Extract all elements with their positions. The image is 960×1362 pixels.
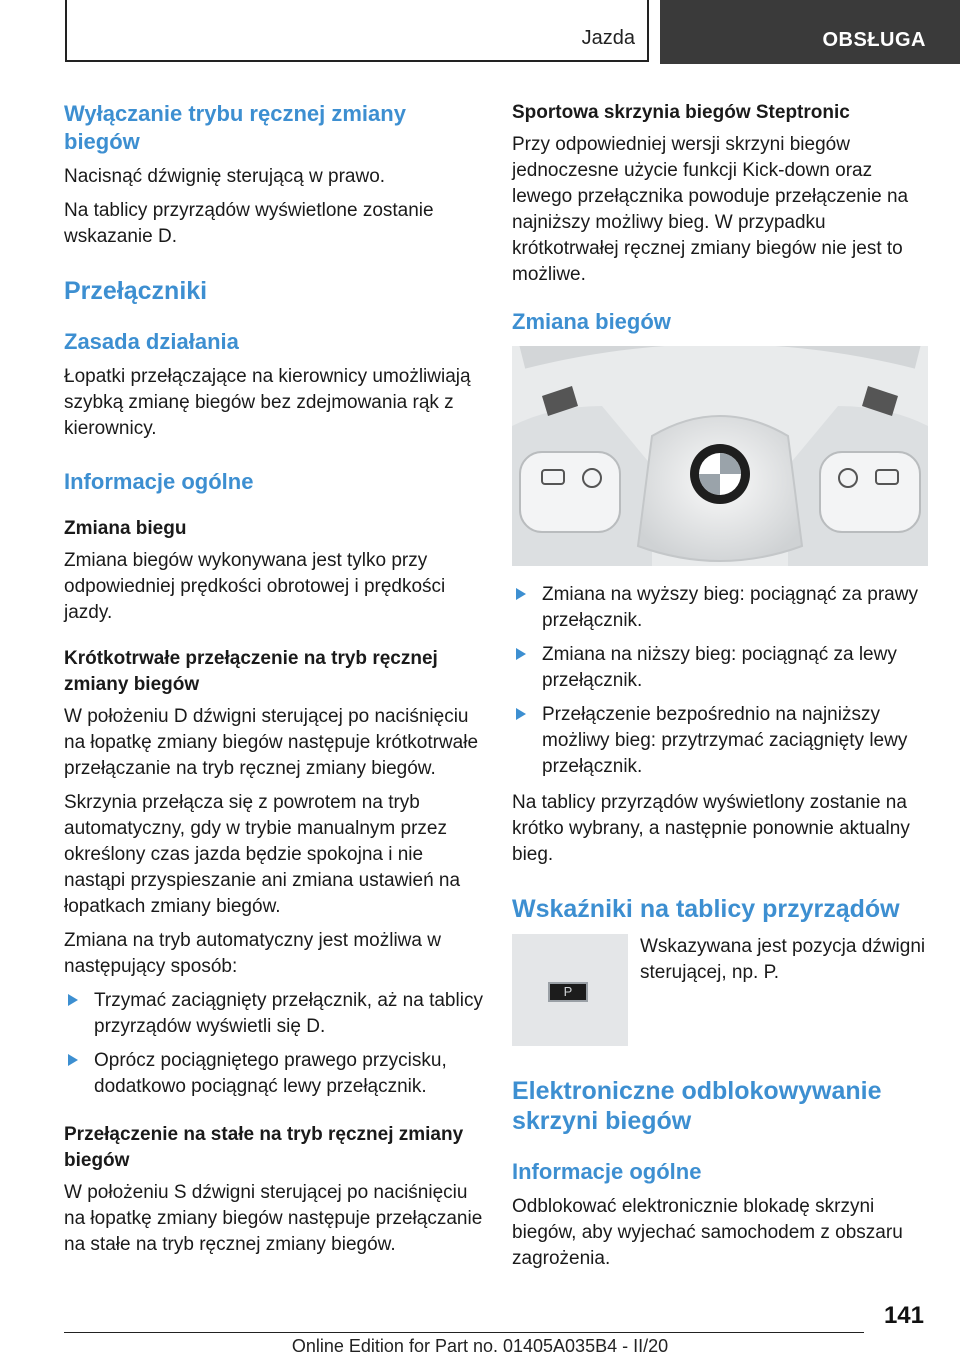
heading-steptronic: Sportowa skrzynia biegów Steptronic [512, 102, 850, 123]
list-item: Zmiana na niższy bieg: pociągnąć za lewy przełącznik. [512, 642, 928, 694]
paragraph: Zmiana na tryb automatyczny jest możliwa w następujący sposób: [64, 930, 441, 977]
section-tab: OBSŁUGA [660, 0, 960, 64]
paragraph: W położeniu D dźwigni sterującej po naciśnięciu na łopatkę zmiany biegów następuje krótkotrwałe przełączanie na tryb ręcznej zmiany biegów. [64, 706, 479, 779]
right-column [512, 100, 928, 1280]
page-header [0, 0, 960, 68]
gear-indicator-image [512, 934, 628, 1046]
list-item: Przełączenie bezpośrednio na najniższy możliwy bieg: przytrzymać zaciągnięty lewy przełącznik. [512, 702, 928, 780]
heading-principle: Zasada działania [64, 329, 239, 354]
page-number: 141 [883, 1302, 924, 1329]
paragraph: Przy odpowiedniej wersji skrzyni biegów jednoczesne użycie funkcji Kick-down oraz lewego przełącznika powoduje przełączenie na najniższy możliwy bieg. W przypadku krótkotrwałej ręcznej zmiany biegów nie jest to możliwe. [512, 134, 909, 285]
heading-indicators: Wskaźniki na tablicy przyrządów [512, 895, 900, 923]
paragraph: Zmiana biegów wykonywana jest tylko przy odpowiedniej prędkości obrotowej i prędkości jazdy. [64, 550, 446, 623]
triangle-bullet-icon [516, 708, 526, 720]
heading-gear-change: Zmiana biegu [64, 518, 187, 539]
bullet-list [512, 582, 928, 780]
gear-p-indicator-icon: P [548, 982, 588, 1002]
paragraph: Skrzynia przełącza się z powrotem na tryb automatyczny, gdy w trybie manualnym przez określony czas jazda będzie spokojna i nie nastąpi przyspieszanie ani zmiana ustawień na łopatkach zmiany biegów. [64, 792, 461, 917]
chapter-title: Jazda [581, 27, 635, 49]
paragraph: Odblokować elektronicznie blokadę skrzyni biegów, aby wyjechać samochodem z obszaru zagrożenia. [512, 1196, 903, 1269]
paragraph: Nacisnąć dźwignię sterującą w prawo. [64, 166, 386, 187]
heading-manual-off: Wyłączanie trybu ręcznej zmiany biegów [64, 101, 406, 154]
list-item: Oprócz pociągniętego prawego przycisku, dodatkowo pociągnąć lewy przełącznik. [64, 1048, 484, 1100]
steering-wheel-icon [512, 346, 928, 566]
left-column [64, 100, 484, 1266]
list-item: Trzymać zaciągnięty przełącznik, aż na tablicy przyrządów wyświetli się D. [64, 988, 484, 1040]
triangle-bullet-icon [68, 994, 78, 1006]
triangle-bullet-icon [516, 648, 526, 660]
heading-electronic-unlock: Elektroniczne odblokowywanie skrzyni biegów [512, 1077, 882, 1135]
paragraph: Na tablicy przyrządów wyświetlony zostanie na krótko wybrany, a następnie ponownie aktualny bieg. [512, 792, 910, 865]
heading-short-manual: Krótkotrwałe przełączenie na tryb ręcznej zmiany biegów [64, 648, 438, 695]
heading-switches: Przełączniki [64, 277, 208, 305]
indicator-row [512, 934, 928, 1046]
paragraph: W położeniu S dźwigni sterującej po naciśnięciu na łopatkę zmiany biegów następuje przełączanie na stałe na tryb ręcznej zmiany biegów. [64, 1182, 483, 1255]
triangle-bullet-icon [516, 588, 526, 600]
bullet-list [64, 988, 484, 1100]
paragraph: Łopatki przełączające na kierownicy umożliwiają szybką zmianę biegów bez zdejmowania rąk z kierownicy. [64, 366, 471, 439]
triangle-bullet-icon [68, 1054, 78, 1066]
footer-divider [64, 1332, 864, 1333]
edition-footer: Online Edition for Part no. 01405A035B4 - II/20 [291, 1336, 669, 1356]
list-item: Zmiana na wyższy bieg: pociągnąć za prawy przełącznik. [512, 582, 928, 634]
chapter-box [65, 0, 649, 62]
paragraph: Na tablicy przyrządów wyświetlone zostanie wskazanie D. [64, 200, 434, 247]
heading-permanent-manual: Przełączenie na stałe na tryb ręcznej zmiany biegów [64, 1124, 464, 1171]
heading-general: Informacje ogólne [64, 469, 254, 494]
indicator-description: Wskazywana jest pozycja dźwigni sterującej, np. P. [640, 936, 926, 983]
steering-wheel-illustration [512, 346, 928, 566]
heading-unlock-general: Informacje ogólne [512, 1159, 702, 1184]
heading-gear-shifting: Zmiana biegów [512, 309, 671, 334]
